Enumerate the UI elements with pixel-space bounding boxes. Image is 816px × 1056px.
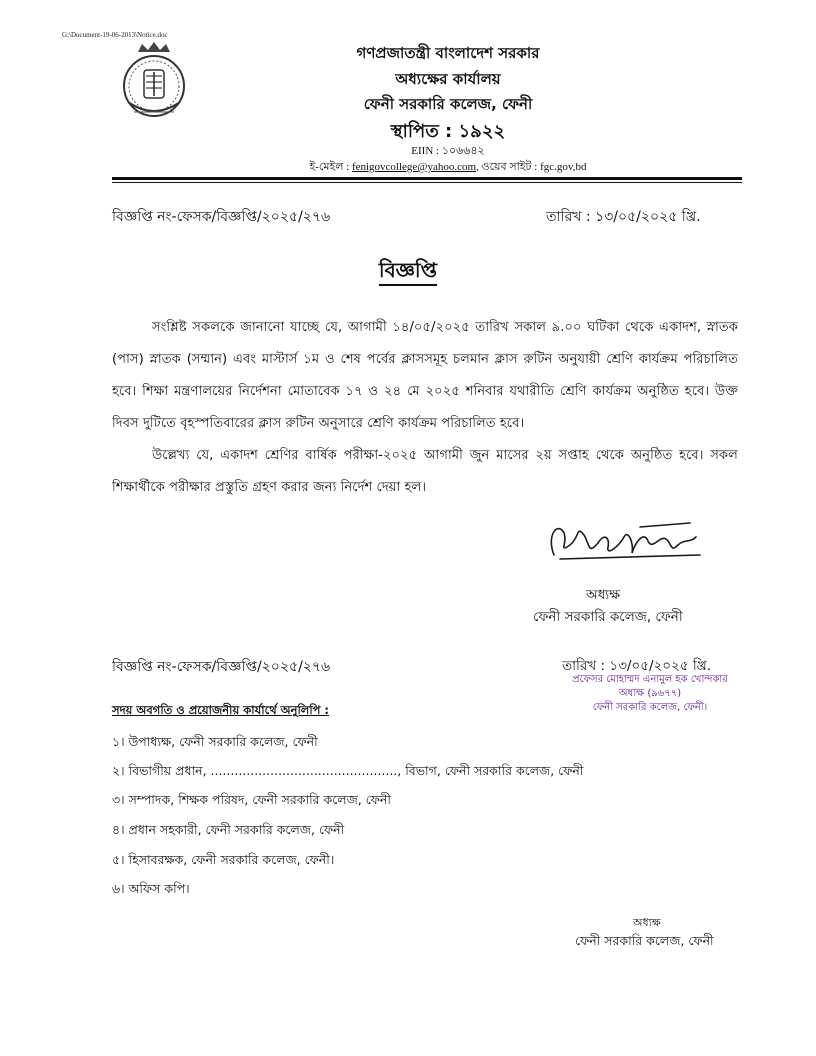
stamp-institution: ফেনী সরকারি কলেজ, ফেনী। xyxy=(592,702,708,713)
eiin-number: EIIN : ১০৬৬৪২ xyxy=(411,145,485,157)
established-year: স্থাপিত : ১৯২২ xyxy=(390,121,506,142)
govt-name: গণপ্রজাতন্ত্রী বাংলাদেশ সরকার xyxy=(356,44,540,62)
stamp-designation: অধ্যক্ষ (৯৬৭৭) xyxy=(618,688,682,699)
notice-title-text: বিজ্ঞপ্তি xyxy=(379,258,437,286)
copy-item: ৪। প্রধান সহকারী, ফেনী সরকারি কলেজ, ফেনী xyxy=(112,822,345,837)
office-name: অধ্যক্ষের কার্যালয় xyxy=(395,70,501,88)
signature-image xyxy=(540,515,710,567)
copy-item: ১। উপাধ্যক্ষ, ফেনী সরকারি কলেজ, ফেনী xyxy=(112,734,318,749)
notice-date: তারিখ : ১৩/০৫/২০২৫ খ্রি. xyxy=(546,209,701,225)
website-label: , ওয়েব সাইট : xyxy=(476,161,541,173)
signature-role: অধ্যক্ষ xyxy=(586,587,621,603)
file-path: G:\Document-19-06-2013\Notice.doc xyxy=(62,31,168,39)
email-link[interactable]: fenigovcollege@yahoo.com xyxy=(351,161,477,173)
notice-title xyxy=(0,256,816,289)
copy-reference: বিজ্ঞপ্তি নং-ফেসক/বিজ্ঞপ্তি/২০২৫/২৭৬ xyxy=(112,659,331,675)
signature-institution: ফেনী সরকারি কলেজ, ফেনী xyxy=(533,609,683,625)
email-label: ই-মেইল : xyxy=(309,161,352,173)
header-rule-thin xyxy=(112,182,742,183)
notice-paragraph-2: উল্লেখ্য যে, একাদশ শ্রেণির বার্ষিক পরীক্ষা-২০২৫ আগামী জুন মাসের ২য় সপ্তাহ থেকে অনুষ্ঠিত হবে। সকল শিক্ষার্থীকে পরীক্ষার প্রস্তুতি গ্রহণ করার জন্য নির্দেশ দেয়া হল। xyxy=(112,448,738,495)
website-text: fgc.gov,bd xyxy=(540,161,587,173)
copy-item: ৩। সম্পাদক, শিক্ষক পরিষদ, ফেনী সরকারি কলেজ, ফেনী xyxy=(112,792,391,807)
stamp-name: প্রফেসর মোহাম্মদ এনামুল হক খোন্দকার xyxy=(572,674,728,685)
contact-line xyxy=(40,158,816,177)
copy-item: ৬। অফিস কপি। xyxy=(112,881,190,896)
copy-item: ২। বিভাগীয় প্রধান, ..............................................., বিভাগ, ফেনী সরকারি কলেজ, ফেনী xyxy=(112,763,584,778)
copy-item: ৫। হিসাবরক্ষক, ফেনী সরকারি কলেজ, ফেনী। xyxy=(112,852,335,867)
college-name: ফেনী সরকারি কলেজ, ফেনী xyxy=(363,95,533,113)
copy-date: তারিখ : ১৩/০৫/২০২৫ খ্রি. xyxy=(562,658,712,674)
footer-signature-role: অধ্যক্ষ xyxy=(633,916,661,929)
official-stamp xyxy=(540,673,760,715)
notice-paragraph-1: সংশ্লিষ্ট সকলকে জানানো যাচ্ছে যে, আগামী ১৪/০৫/২০২৫ তারিখ সকাল ৯.০০ ঘটিকা থেকে একাদশ, স্নাতক (পাস) স্নাতক (সম্মান) এবং মাস্টার্স ১ম ও শেষ পর্বের ক্লাসসমূহ চলমান ক্লাস রুটিন অনুযায়ী শ্রেণি কার্যক্রম পরিচালিত হবে। শিক্ষা মন্ত্রণালয়ের নির্দেশনা মোতাবেক ১৭ ও ২৪ মে ২০২৫ শনিবার যথারীতি শ্রেণি কার্যক্রম অনুষ্ঠিত হবে। উক্ত দিবস দুটিতে বৃহস্পতিবারের ক্লাস রুটিন অনুসারে শ্রেণি কার্যক্রম পরিচালিত হবে। xyxy=(112,320,738,431)
header-rule xyxy=(112,177,742,180)
footer-signature-institution: ফেনী সরকারি কলেজ, ফেনী xyxy=(575,933,714,948)
copies-title: সদয় অবগতি ও প্রয়োজনীয় কার্যার্থে অনুলিপি : xyxy=(112,703,330,717)
notice-reference: বিজ্ঞপ্তি নং-ফেসক/বিজ্ঞপ্তি/২০২৫/২৭৬ xyxy=(112,209,331,225)
